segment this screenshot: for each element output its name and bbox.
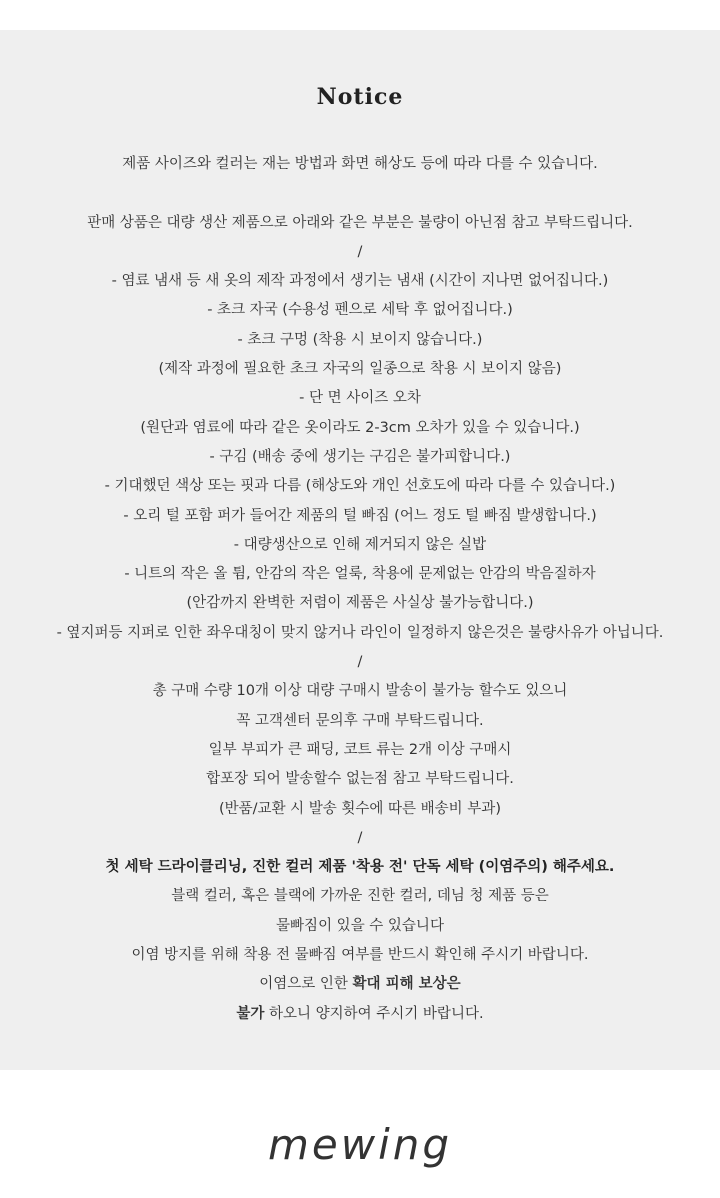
notice-line: 이염 방지를 위해 착용 전 물빠짐 여부를 반드시 확인해 주시기 바랍니다. [131, 947, 589, 964]
notice-text: 하오니 양지하여 주시기 바랍니다. [264, 1005, 484, 1022]
notice-divider: / [357, 829, 363, 846]
notice-line: - 염료 냄새 등 새 옷의 제작 과정에서 생기는 냄새 (시간이 지나면 없어집니다.) [111, 273, 609, 290]
notice-divider: / [357, 243, 363, 260]
notice-line: - 대량생산으로 인해 제거되지 않은 실밥 [233, 536, 487, 553]
notice-line: (반품/교환 시 발송 횟수에 따른 배송비 부과) [219, 800, 501, 817]
notice-compensation-line [0, 970, 720, 999]
notice-divider: / [357, 654, 363, 671]
notice-line: 일부 부피가 큰 패딩, 코트 류는 2개 이상 구매시 [208, 741, 512, 758]
notice-body [0, 150, 720, 1029]
notice-line: 물빠짐이 있을 수 있습니다 [276, 917, 444, 934]
notice-line: - 니트의 작은 올 튐, 안감의 작은 얼룩, 착용에 문제없는 안감의 박음질하자 [124, 566, 596, 583]
notice-line: 판매 상품은 대량 생산 제품으로 아래와 같은 부분은 불량이 아닌점 참고 부탁드립니다. [87, 214, 633, 231]
brand-logo: mewing [267, 1120, 453, 1169]
notice-washing-warning: 첫 세탁 드라이클리닝, 진한 컬러 제품 '착용 전' 단독 세탁 (이염주의) 해주세요. [105, 859, 615, 876]
notice-line: (안감까지 완벽한 저렴이 제품은 사실상 불가능합니다.) [186, 595, 534, 612]
notice-line-blank [0, 179, 720, 208]
notice-line: 꼭 고객센터 문의후 구매 부탁드립니다. [236, 712, 484, 729]
notice-emphasis: 불가 [236, 1005, 265, 1022]
notice-line: (제작 과정에 필요한 초크 자국의 일종으로 착용 시 보이지 않음) [158, 361, 562, 378]
notice-line: - 오리 털 포함 퍼가 들어간 제품의 털 빠짐 (어느 정도 털 빠짐 발생합니다.) [123, 507, 597, 524]
notice-text: 이염으로 인한 [259, 976, 353, 993]
notice-line: 총 구매 수량 10개 이상 대량 구매시 발송이 불가능 할수도 있으니 [152, 683, 568, 700]
notice-emphasis: 확대 피해 보상은 [352, 976, 461, 993]
notice-line: (원단과 염료에 따라 같은 옷이라도 2-3cm 오차가 있을 수 있습니다.) [140, 419, 580, 436]
notice-compensation-line [0, 1000, 720, 1029]
notice-line: - 초크 구멍 (착용 시 보이지 않습니다.) [237, 331, 483, 348]
notice-line: - 단 면 사이즈 오차 [299, 390, 421, 407]
notice-line: - 초크 자국 (수용성 펜으로 세탁 후 없어집니다.) [207, 302, 513, 319]
notice-line: - 구김 (배송 중에 생기는 구김은 불가피합니다.) [209, 448, 511, 465]
notice-line: - 기대했던 색상 또는 핏과 다름 (해상도와 개인 선호도에 따라 다를 수 있습니다.) [104, 478, 616, 495]
notice-line: 합포장 되어 발송할수 없는점 참고 부탁드립니다. [206, 771, 514, 788]
notice-line: - 옆지퍼등 지퍼로 인한 좌우대칭이 맞지 않거나 라인이 일정하지 않은것은 불량사유가 아닙니다. [56, 624, 664, 641]
notice-panel [0, 30, 720, 1070]
notice-line: 제품 사이즈와 컬러는 재는 방법과 화면 해상도 등에 따라 다를 수 있습니다. [122, 156, 598, 172]
notice-title: Notice [316, 84, 404, 110]
notice-line: 블랙 컬러, 혹은 블랙에 가까운 진한 컬러, 데님 청 제품 등은 [171, 888, 549, 905]
